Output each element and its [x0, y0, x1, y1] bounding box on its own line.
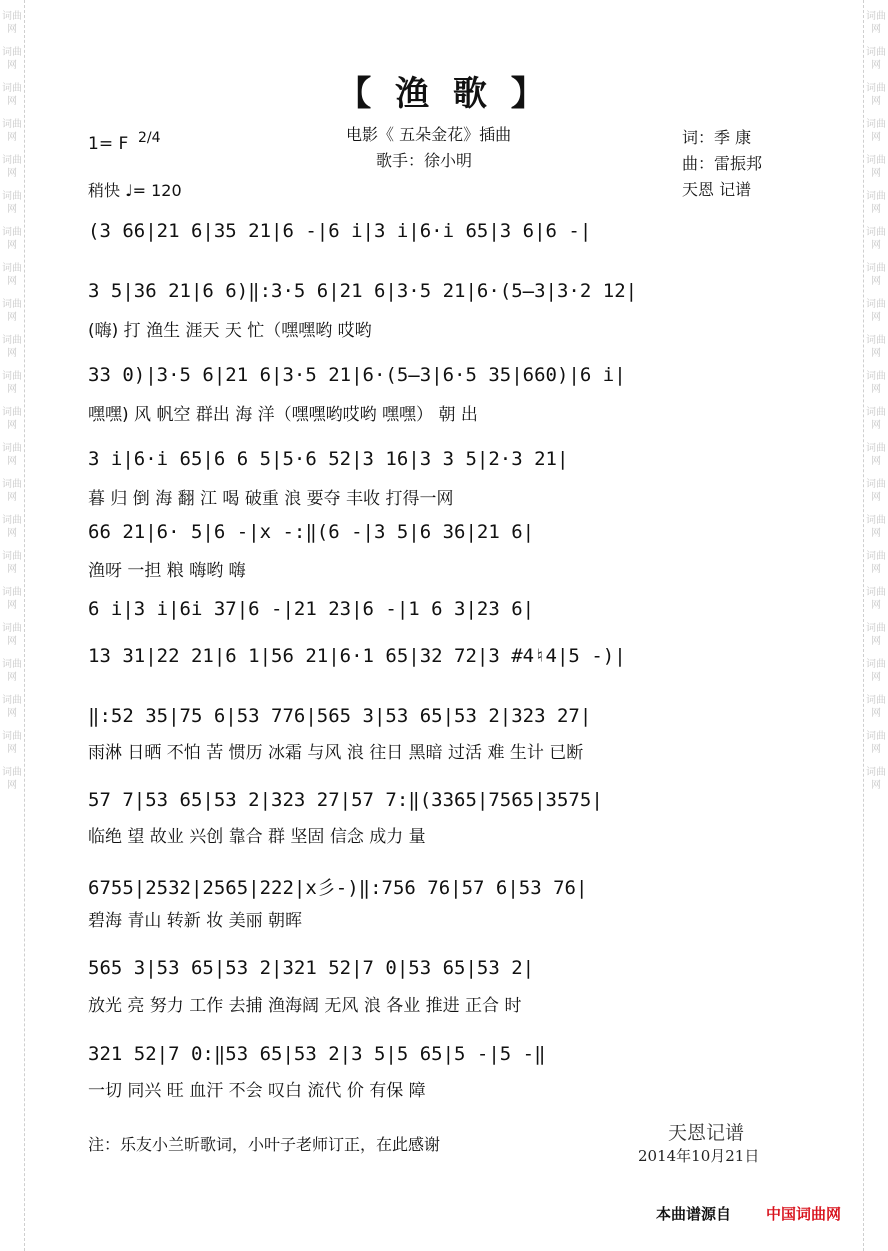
watermark-text: 词曲网	[866, 443, 886, 467]
singer: 歌手：徐小明	[376, 151, 473, 170]
watermark-text: 词曲网	[866, 767, 886, 791]
watermark-text: 词曲网	[2, 443, 22, 467]
watermark-text: 词曲网	[2, 407, 22, 431]
watermark-text: 词曲网	[2, 587, 22, 611]
score-line-6: 6 i|3 i|6i 37|6 -|21 23|6 -|1 6 3|23 6|	[88, 598, 535, 620]
watermark-text: 词曲网	[2, 623, 22, 647]
watermark-text: 词曲网	[866, 191, 886, 215]
watermark-text: 词曲网	[866, 407, 886, 431]
score-line-9: 57 7|53 65|53 2|323 27|57 7:‖(3365|7565|3575|	[88, 789, 603, 811]
score-line-7: 13 31|22 21|6 1|56 21|6·1 65|32 72|3 #4♮4|5 -)|	[88, 645, 626, 667]
watermark-text: 词曲网	[866, 731, 886, 755]
watermark-text: 词曲网	[2, 191, 22, 215]
transcriber: 天恩 记谱	[682, 180, 752, 199]
lyric-line-2: (嗨) 打 渔生 涯天 天 忙（嘿嘿哟 哎哟	[88, 321, 372, 341]
score-line-10: 6755|2532|2565|222|x彡-)‖:756 76|57 6|53 76|	[88, 877, 588, 899]
watermark-text: 词曲网	[866, 695, 886, 719]
score-line-11: 565 3|53 65|53 2|321 52|7 0|53 65|53 2|	[88, 957, 535, 979]
lyric-line-9: 临绝 望 故业 兴创 靠合 群 坚固 信念 成力 量	[88, 827, 426, 847]
lyric-line-12: 一切 同兴 旺 血汗 不会 叹白 流代 价 有保 障	[88, 1081, 426, 1101]
watermark-text: 词曲网	[866, 263, 886, 287]
composer: 曲：雷振邦	[682, 154, 763, 173]
lyric-line-10: 碧海 青山 转新 妆 美丽 朝晖	[88, 911, 303, 931]
score-line-2: 3 5|36 21|6 6)‖:3·5 6|21 6|3·5 21|6·(5̶3|3·2 12|	[88, 280, 638, 302]
watermark-text: 词曲网	[2, 731, 22, 755]
watermark-text: 词曲网	[2, 119, 22, 143]
watermark-text: 词曲网	[2, 767, 22, 791]
watermark-text: 词曲网	[866, 371, 886, 395]
right-watermark-strip	[863, 0, 888, 1251]
song-title: 【 渔 歌 】	[337, 74, 551, 114]
watermark-text: 词曲网	[2, 11, 22, 35]
watermark-text: 词曲网	[2, 551, 22, 575]
watermark-text: 词曲网	[866, 623, 886, 647]
tempo-marking: 稍快 ♩= 120	[88, 181, 182, 200]
watermark-text: 词曲网	[866, 155, 886, 179]
lyric-line-11: 放光 亮 努力 工作 去捕 渔海阔 无风 浪 各业 推进 正合 时	[88, 996, 522, 1016]
score-line-12: 321 52|7 0:‖53 65|53 2|3 5|5 65|5 -|5 -‖	[88, 1043, 546, 1065]
score-line-1: (3 66|21 6|35 21|6 -|6 i|3 i|6·i 65|3 6|6 -|	[88, 220, 592, 242]
key-signature: 1= F	[88, 134, 129, 154]
watermark-text: 词曲网	[866, 119, 886, 143]
watermark-text: 词曲网	[2, 695, 22, 719]
watermark-text: 词曲网	[2, 227, 22, 251]
watermark-text: 词曲网	[866, 335, 886, 359]
watermark-text: 词曲网	[866, 11, 886, 35]
watermark-text: 词曲网	[866, 83, 886, 107]
score-line-3: 33 0)|3·5 6|21 6|3·5 21|6·(5̶3|6·5 35|660)|6 i|	[88, 364, 626, 386]
lyricist: 词：季 康	[682, 128, 752, 147]
watermark-text: 词曲网	[866, 299, 886, 323]
watermark-text: 词曲网	[2, 155, 22, 179]
watermark-text: 词曲网	[866, 479, 886, 503]
watermark-text: 词曲网	[866, 227, 886, 251]
lyric-line-3: 嘿嘿) 风 帆空 群出 海 洋（嘿嘿哟哎哟 嘿嘿） 朝 出	[88, 405, 478, 425]
watermark-text: 词曲网	[866, 587, 886, 611]
time-signature: 2/4	[138, 130, 161, 146]
subtitle: 电影《 五朵金花》插曲	[346, 125, 512, 144]
source-site-link[interactable]: 中国词曲网	[766, 1205, 842, 1223]
watermark-text: 词曲网	[2, 479, 22, 503]
source-label: 本曲谱源自	[656, 1205, 732, 1223]
score-line-4: 3 i|6·i 65|6 6 5|5·6 52|3 16|3 3 5|2·3 21|	[88, 448, 569, 470]
watermark-text: 词曲网	[2, 371, 22, 395]
watermark-text: 词曲网	[2, 335, 22, 359]
watermark-text: 词曲网	[866, 551, 886, 575]
lyric-line-5: 渔呀 一担 粮 嗨哟 嗨	[88, 561, 246, 581]
transcription-date: 2014年10月21日	[638, 1147, 760, 1165]
lyric-line-8: 雨淋 日晒 不怕 苦 惯历 冰霜 与风 浪 往日 黑暗 过活 难 生计 已断	[88, 743, 584, 763]
acknowledgement-note: 注：乐友小兰昕歌词，小叶子老师订正，在此感谢	[88, 1135, 441, 1154]
watermark-text: 词曲网	[2, 659, 22, 683]
watermark-text: 词曲网	[2, 47, 22, 71]
watermark-text: 词曲网	[2, 83, 22, 107]
score-line-8: ‖:52 35|75 6|53 776|565 3|53 65|53 2|323 27|	[88, 705, 592, 727]
watermark-text: 词曲网	[866, 47, 886, 71]
watermark-text: 词曲网	[866, 659, 886, 683]
watermark-text: 词曲网	[2, 263, 22, 287]
watermark-text: 词曲网	[2, 515, 22, 539]
watermark-text: 词曲网	[2, 299, 22, 323]
transcriber-signature: 天恩记谱	[668, 1122, 745, 1144]
left-watermark-strip	[0, 0, 25, 1251]
lyric-line-4: 暮 归 倒 海 翻 江 喝 破重 浪 要夺 丰收 打得一网	[88, 489, 454, 509]
watermark-text: 词曲网	[866, 515, 886, 539]
score-line-5: 66 21|6· 5|6 -|x -:‖(6 -|3 5|6 36|21 6|	[88, 521, 535, 543]
